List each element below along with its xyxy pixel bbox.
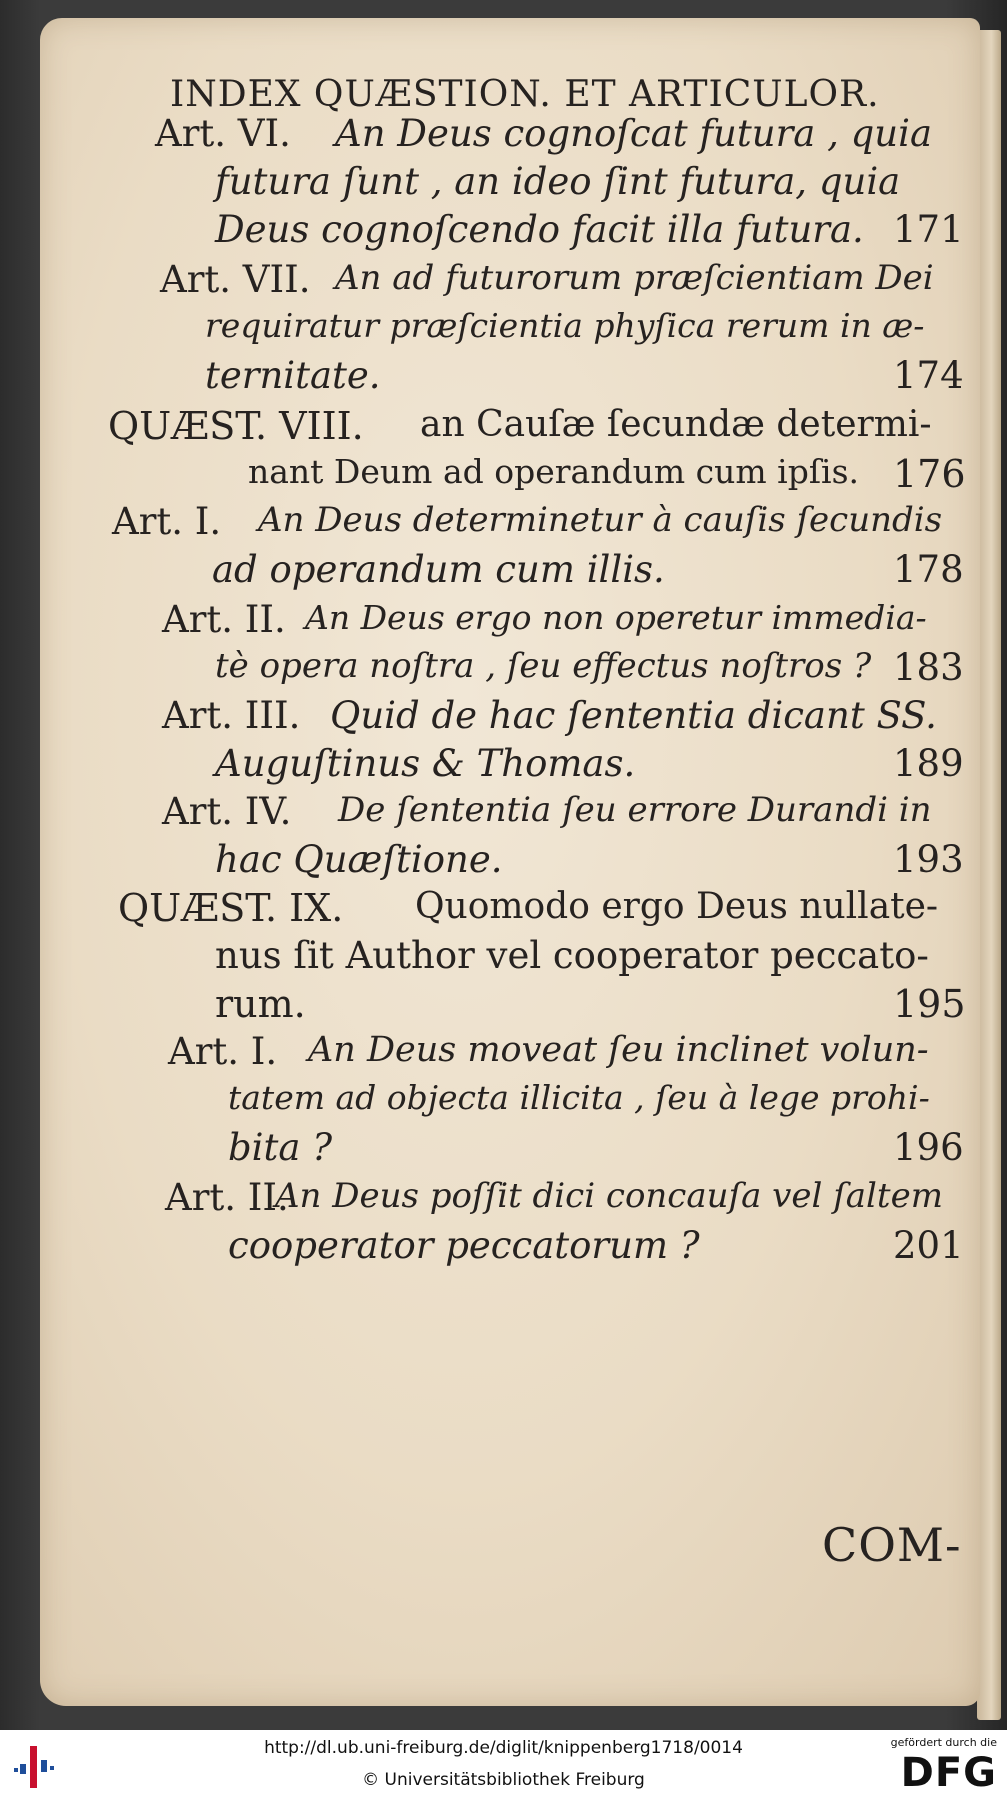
- page-number: 193: [893, 838, 964, 881]
- viewer-footer: [0, 1730, 1007, 1802]
- entry-text: An Deus poſſit dici concauſa vel ſaltem: [275, 1176, 943, 1216]
- copyright-notice: © Universitätsbibliothek Freiburg: [362, 1770, 645, 1790]
- entry-label: QUÆST. VIII.: [108, 404, 364, 448]
- entry-text: rum.: [215, 982, 306, 1026]
- entry-text: nant Deum ad operandum cum ipſis.: [248, 452, 860, 491]
- entry-text: Quid de hac ſententia dicant SS.: [330, 694, 937, 737]
- adjacent-page-edge: [977, 30, 1001, 1720]
- page-number: 196: [893, 1126, 964, 1169]
- entry-text: hac Quæſtione.: [215, 838, 503, 881]
- entry-text: futura ſunt , an ideo ſint futura, quia: [215, 160, 901, 203]
- catchword: COM-: [822, 1518, 962, 1572]
- entry-label: Art. III.: [162, 694, 301, 737]
- page-number: 176: [893, 452, 966, 496]
- entry-text: tè opera noſtra , ſeu effectus noſtros ?: [215, 646, 872, 686]
- entry-text: tatem ad objecta illicita , ſeu à lege prohi-: [228, 1078, 930, 1117]
- running-header: INDEX QUÆSTION. ET ARTICULOR.: [170, 74, 880, 115]
- entry-label: Art. I.: [168, 1030, 278, 1073]
- dfg-logo: [887, 1736, 997, 1796]
- page-number: 174: [893, 354, 964, 397]
- entry-text: nus ſit Author vel cooperator peccato-: [215, 934, 929, 977]
- entry-text: An Deus ergo non operetur immedia-: [305, 598, 927, 637]
- entry-text: cooperator peccatorum ?: [228, 1224, 700, 1267]
- entry-label: Art. II.: [162, 598, 286, 641]
- entry-text: De ſententia ſeu errore Durandi in: [338, 790, 932, 830]
- page-number: 189: [893, 742, 964, 785]
- entry-text: Quomodo ergo Deus nullate-: [415, 886, 939, 927]
- entry-label: QUÆST. IX.: [118, 886, 344, 930]
- page-number: 195: [893, 982, 966, 1026]
- entry-text: Auguſtinus & Thomas.: [215, 742, 636, 785]
- page-number: 178: [893, 548, 964, 591]
- entry-text: ternitate.: [205, 354, 381, 397]
- page-number: 171: [893, 208, 964, 251]
- entry-label: Art. VI.: [155, 112, 291, 155]
- entry-text: An Deus determinetur à cauſis ſecundis: [258, 500, 943, 540]
- entry-text: an Cauſæ ſecundæ determi-: [420, 404, 932, 445]
- entry-text: An Deus cognoſcat futura , quia: [335, 112, 933, 155]
- entry-text: An Deus moveat ſeu inclinet volun-: [308, 1030, 929, 1070]
- permalink-url[interactable]: http://dl.ub.uni-freiburg.de/diglit/knippenberg1718/0014: [264, 1738, 743, 1758]
- page-number: 201: [893, 1224, 964, 1267]
- entry-label: Art. II.: [165, 1176, 289, 1219]
- entry-text: ad operandum cum illis.: [212, 548, 665, 591]
- page-number: 183: [893, 646, 964, 689]
- dfg-mark: DFG: [900, 1750, 997, 1796]
- entry-text: An ad futurorum præſcientiam Dei: [335, 258, 934, 298]
- entry-text: bita ?: [228, 1126, 333, 1169]
- entry-text: Deus cognoſcendo facit illa futura.: [215, 208, 864, 251]
- dfg-caption: gefördert durch die: [890, 1736, 997, 1749]
- entry-text: requiratur præſcientia phyſica rerum in æ-: [205, 306, 925, 345]
- entry-label: Art. I.: [112, 500, 222, 543]
- entry-label: Art. VII.: [160, 258, 311, 301]
- entry-label: Art. IV.: [162, 790, 292, 833]
